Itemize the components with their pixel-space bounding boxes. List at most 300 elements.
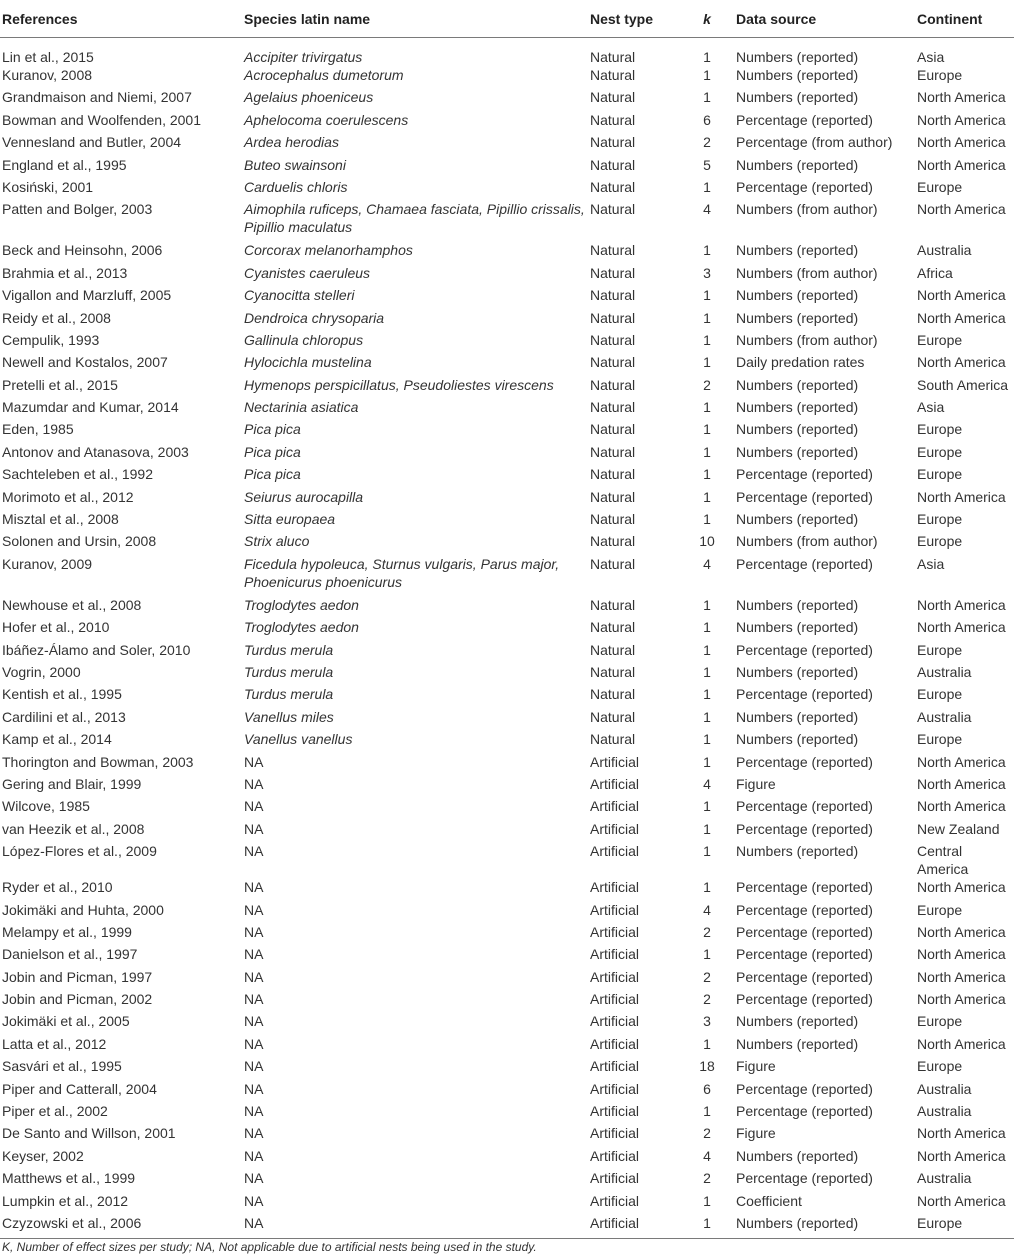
k-cell: 4 [703, 901, 711, 918]
nest-type-cell: Artificial [590, 1013, 640, 1030]
continent-cell: North America [917, 111, 1006, 128]
nest-type-cell: Natural [590, 596, 636, 613]
reference-cell: Sachteleben et al., 1992 [2, 466, 154, 483]
nest-type-cell: Artificial [590, 1080, 640, 1097]
nest-type-cell: Natural [590, 89, 636, 106]
references-table [0, 4, 1014, 1239]
data-source-cell: Percentage (reported) [736, 1170, 873, 1187]
nest-type-cell: Artificial [590, 1192, 640, 1209]
data-source-cell: Percentage (reported) [736, 555, 873, 572]
species-cell: Aimophila ruficeps, Chamaea fasciata, Pipillio crissalis, Pipillio maculatus [244, 201, 585, 236]
species-cell: Pica pica [244, 421, 301, 438]
continent-cell: Europe [917, 443, 963, 460]
table-row [0, 555, 1014, 596]
table-row [0, 532, 1014, 554]
species-cell: Vanellus vanellus [244, 731, 353, 748]
continent-cell: North America [917, 753, 1006, 770]
nest-type-cell: Natural [590, 421, 636, 438]
k-cell: 2 [703, 1125, 711, 1142]
k-cell: 1 [703, 178, 711, 195]
k-cell: 1 [703, 488, 711, 505]
nest-type-cell: Natural [590, 134, 636, 151]
table-row [0, 488, 1014, 510]
k-cell: 6 [703, 111, 711, 128]
table-row [0, 1035, 1014, 1057]
continent-cell: Europe [917, 533, 963, 550]
species-cell: NA [244, 753, 264, 770]
k-cell: 1 [703, 946, 711, 963]
table-row [0, 38, 1014, 67]
nest-type-cell: Artificial [590, 991, 640, 1008]
continent-cell: Africa [917, 264, 953, 281]
k-cell: 1 [703, 843, 711, 860]
continent-cell: Asia [917, 49, 945, 65]
reference-cell: Wilcove, 1985 [2, 798, 90, 815]
continent-cell: Australia [917, 1080, 972, 1097]
reference-cell: Antonov and Atanasova, 2003 [2, 443, 189, 460]
species-cell: NA [244, 991, 264, 1008]
k-cell: 1 [703, 443, 711, 460]
data-source-cell: Numbers (reported) [736, 49, 859, 65]
table-row [0, 376, 1014, 398]
header-continent: Continent [917, 4, 1014, 38]
reference-cell: Melampy et al., 1999 [2, 923, 132, 940]
species-cell: Cyanocitta stelleri [244, 287, 355, 304]
header-species: Species latin name [244, 4, 590, 38]
species-cell: NA [244, 820, 264, 837]
continent-cell: Europe [917, 1058, 963, 1075]
table-row [0, 1102, 1014, 1124]
table-row [0, 178, 1014, 200]
data-source-cell: Numbers (reported) [736, 89, 859, 106]
k-cell: 2 [703, 1170, 711, 1187]
data-source-cell: Numbers (reported) [736, 708, 859, 725]
k-cell: 1 [703, 242, 711, 259]
species-cell: Strix aluco [244, 533, 310, 550]
nest-type-cell: Artificial [590, 968, 640, 985]
species-cell: Carduelis chloris [244, 178, 348, 195]
reference-cell: Gering and Blair, 1999 [2, 775, 142, 792]
species-cell: Sitta europaea [244, 511, 336, 528]
nest-type-cell: Natural [590, 49, 636, 65]
nest-type-cell: Artificial [590, 820, 640, 837]
reference-cell: Latta et al., 2012 [2, 1035, 107, 1052]
k-cell: 18 [699, 1058, 715, 1075]
continent-cell: North America [917, 946, 1006, 963]
table-row [0, 685, 1014, 707]
data-source-cell: Numbers (from author) [736, 331, 878, 348]
table-row [0, 1124, 1014, 1146]
continent-cell: North America [917, 1035, 1006, 1052]
nest-type-cell: Natural [590, 686, 636, 703]
table-row [0, 923, 1014, 945]
reference-cell: Cempulik, 1993 [2, 331, 100, 348]
data-source-cell: Numbers (from author) [736, 533, 878, 550]
k-cell: 2 [703, 991, 711, 1008]
continent-cell: Australia [917, 1103, 972, 1120]
species-cell: Gallinula chloropus [244, 331, 364, 348]
continent-cell: North America [917, 798, 1006, 815]
reference-cell: Lin et al., 2015 [2, 49, 94, 65]
table-row [0, 133, 1014, 155]
header-nest-type: Nest type [590, 4, 678, 38]
data-source-cell: Numbers (reported) [736, 287, 859, 304]
k-cell: 1 [703, 466, 711, 483]
reference-cell: Vennesland and Butler, 2004 [2, 134, 182, 151]
nest-type-cell: Natural [590, 641, 636, 658]
reference-cell: Hofer et al., 2010 [2, 619, 110, 636]
table-row [0, 443, 1014, 465]
k-cell: 1 [703, 309, 711, 326]
data-source-cell: Figure [736, 775, 776, 792]
data-source-cell: Numbers (reported) [736, 1214, 859, 1231]
species-cell: NA [244, 1103, 264, 1120]
table-row [0, 820, 1014, 842]
nest-type-cell: Natural [590, 708, 636, 725]
k-cell: 3 [703, 1013, 711, 1030]
continent-cell: New Zealand [917, 820, 1000, 837]
data-source-cell: Numbers (reported) [736, 309, 859, 326]
data-source-cell: Numbers (from author) [736, 201, 878, 218]
continent-cell: North America [917, 488, 1006, 505]
table-row [0, 1057, 1014, 1079]
continent-cell: North America [917, 309, 1006, 326]
nest-type-cell: Artificial [590, 1147, 640, 1164]
data-source-cell: Numbers (reported) [736, 1013, 859, 1030]
nest-type-cell: Artificial [590, 923, 640, 940]
table-row [0, 596, 1014, 618]
reference-cell: Brahmia et al., 2013 [2, 264, 128, 281]
data-source-cell: Numbers (reported) [736, 663, 859, 680]
nest-type-cell: Natural [590, 331, 636, 348]
table-row [0, 420, 1014, 442]
table-row [0, 901, 1014, 923]
reference-cell: Kentish et al., 1995 [2, 686, 122, 703]
table-row [0, 663, 1014, 685]
table-row [0, 878, 1014, 900]
continent-cell: Europe [917, 178, 963, 195]
data-source-cell: Numbers (reported) [736, 511, 859, 528]
continent-cell: Australia [917, 1170, 972, 1187]
data-source-cell: Numbers (reported) [736, 619, 859, 636]
reference-cell: Bowman and Woolfenden, 2001 [2, 111, 201, 128]
k-cell: 1 [703, 1214, 711, 1231]
species-cell: NA [244, 968, 264, 985]
table-row [0, 618, 1014, 640]
continent-cell: North America [917, 1125, 1006, 1142]
k-cell: 5 [703, 156, 711, 173]
reference-cell: Pretelli et al., 2015 [2, 376, 118, 393]
k-cell: 1 [703, 511, 711, 528]
table-footnote: K, Number of effect sizes per study; NA, Not applicable due to artificial nests being used in the study. [2, 1240, 537, 1254]
continent-cell: Central America [917, 843, 969, 878]
nest-type-cell: Natural [590, 619, 636, 636]
table-row [0, 641, 1014, 663]
nest-type-cell: Natural [590, 111, 636, 128]
k-cell: 1 [703, 663, 711, 680]
table-row [0, 156, 1014, 178]
k-cell: 1 [703, 287, 711, 304]
continent-cell: Australia [917, 663, 972, 680]
table-row [0, 797, 1014, 819]
table-row [0, 241, 1014, 263]
species-cell: Seiurus aurocapilla [244, 488, 364, 505]
k-cell: 2 [703, 134, 711, 151]
continent-cell: Europe [917, 466, 963, 483]
data-source-cell: Coefficient [736, 1192, 802, 1209]
continent-cell: Europe [917, 686, 963, 703]
species-cell: Vanellus miles [244, 708, 334, 725]
data-source-cell: Percentage (reported) [736, 968, 873, 985]
reference-cell: van Heezik et al., 2008 [2, 820, 145, 837]
table-row [0, 1147, 1014, 1169]
table-row [0, 990, 1014, 1012]
data-source-cell: Percentage (from author) [736, 134, 893, 151]
species-cell: NA [244, 1125, 264, 1142]
table-row [0, 1080, 1014, 1102]
reference-cell: Sasvári et al., 1995 [2, 1058, 122, 1075]
data-source-cell: Numbers (reported) [736, 67, 859, 83]
species-cell: Ficedula hypoleuca, Sturnus vulgaris, Parus major, Phoenicurus phoenicurus [244, 555, 560, 590]
table-row [0, 730, 1014, 752]
nest-type-cell: Natural [590, 555, 636, 572]
species-cell: NA [244, 1170, 264, 1187]
species-cell: NA [244, 901, 264, 918]
data-source-cell: Percentage (reported) [736, 1103, 873, 1120]
nest-type-cell: Natural [590, 178, 636, 195]
header-row [0, 4, 1014, 38]
data-source-cell: Percentage (reported) [736, 753, 873, 770]
continent-cell: North America [917, 134, 1006, 151]
continent-cell: North America [917, 156, 1006, 173]
data-source-cell: Figure [736, 1058, 776, 1075]
table-row [0, 264, 1014, 286]
data-source-cell: Numbers (reported) [736, 242, 859, 259]
table-body [0, 38, 1014, 1239]
reference-cell: Matthews et al., 1999 [2, 1170, 136, 1187]
data-source-cell: Numbers (from author) [736, 264, 878, 281]
k-cell: 1 [703, 879, 711, 896]
table-row [0, 465, 1014, 487]
continent-cell: Asia [917, 555, 945, 572]
nest-type-cell: Natural [590, 488, 636, 505]
nest-type-cell: Natural [590, 242, 636, 259]
continent-cell: North America [917, 287, 1006, 304]
species-cell: Buteo swainsoni [244, 156, 346, 173]
continent-cell: Europe [917, 511, 963, 528]
nest-type-cell: Artificial [590, 1058, 640, 1075]
k-cell: 1 [703, 641, 711, 658]
species-cell: NA [244, 1035, 264, 1052]
continent-cell: North America [917, 879, 1006, 896]
reference-cell: Misztal et al., 2008 [2, 511, 119, 528]
continent-cell: North America [917, 596, 1006, 613]
reference-cell: Lumpkin et al., 2012 [2, 1192, 129, 1209]
continent-cell: Europe [917, 331, 963, 348]
k-cell: 6 [703, 1080, 711, 1097]
species-cell: NA [244, 1080, 264, 1097]
nest-type-cell: Artificial [590, 843, 640, 860]
k-cell: 1 [703, 354, 711, 371]
continent-cell: Europe [917, 641, 963, 658]
species-cell: Turdus merula [244, 641, 334, 658]
reference-cell: Solonen and Ursin, 2008 [2, 533, 157, 550]
reference-cell: Thorington and Bowman, 2003 [2, 753, 194, 770]
nest-type-cell: Artificial [590, 1214, 640, 1231]
nest-type-cell: Natural [590, 511, 636, 528]
reference-cell: Eden, 1985 [2, 421, 74, 438]
k-cell: 1 [703, 1035, 711, 1052]
continent-cell: North America [917, 1147, 1006, 1164]
k-cell: 1 [703, 731, 711, 748]
species-cell: Cyanistes caeruleus [244, 264, 371, 281]
k-cell: 1 [703, 619, 711, 636]
table-row [0, 398, 1014, 420]
reference-cell: Piper and Catterall, 2004 [2, 1080, 157, 1097]
continent-cell: North America [917, 923, 1006, 940]
continent-cell: Europe [917, 67, 963, 83]
species-cell: NA [244, 946, 264, 963]
species-cell: Troglodytes aedon [244, 619, 359, 636]
k-cell: 2 [703, 968, 711, 985]
reference-cell: Jokimäki et al., 2005 [2, 1013, 130, 1030]
species-cell: NA [244, 798, 264, 815]
data-source-cell: Percentage (reported) [736, 798, 873, 815]
nest-type-cell: Natural [590, 399, 636, 416]
table-row [0, 753, 1014, 775]
species-cell: NA [244, 1147, 264, 1164]
reference-cell: Kosiński, 2001 [2, 178, 94, 195]
k-cell: 10 [699, 533, 715, 550]
table-row [0, 1012, 1014, 1034]
table-row [0, 353, 1014, 375]
continent-cell: Europe [917, 1013, 963, 1030]
continent-cell: Europe [917, 1214, 963, 1231]
k-cell: 1 [703, 798, 711, 815]
data-source-cell: Percentage (reported) [736, 923, 873, 940]
table-row [0, 708, 1014, 730]
data-source-cell: Percentage (reported) [736, 111, 873, 128]
k-cell: 1 [703, 1192, 711, 1209]
reference-cell: Kuranov, 2008 [2, 67, 93, 83]
species-cell: Corcorax melanorhamphos [244, 242, 413, 259]
reference-cell: Grandmaison and Niemi, 2007 [2, 89, 192, 106]
nest-type-cell: Natural [590, 663, 636, 680]
data-source-cell: Figure [736, 1125, 776, 1142]
nest-type-cell: Artificial [590, 1125, 640, 1142]
data-source-cell: Numbers (reported) [736, 156, 859, 173]
data-source-cell: Numbers (reported) [736, 376, 859, 393]
reference-cell: De Santo and Willson, 2001 [2, 1125, 176, 1142]
k-cell: 1 [703, 820, 711, 837]
table-row [0, 200, 1014, 241]
nest-type-cell: Artificial [590, 1170, 640, 1187]
reference-cell: Jobin and Picman, 1997 [2, 968, 153, 985]
species-cell: Nectarinia asiatica [244, 399, 359, 416]
continent-cell: North America [917, 991, 1006, 1008]
reference-cell: Kuranov, 2009 [2, 555, 93, 572]
nest-type-cell: Natural [590, 533, 636, 550]
data-source-cell: Percentage (reported) [736, 946, 873, 963]
reference-cell: López-Flores et al., 2009 [2, 843, 157, 860]
continent-cell: Europe [917, 731, 963, 748]
nest-type-cell: Natural [590, 443, 636, 460]
reference-cell: Cardilini et al., 2013 [2, 708, 126, 725]
species-cell: Pica pica [244, 443, 301, 460]
species-cell: NA [244, 1013, 264, 1030]
header-data-source: Data source [736, 4, 917, 38]
species-cell: Acrocephalus dumetorum [244, 67, 404, 83]
k-cell: 4 [703, 1147, 711, 1164]
k-cell: 1 [703, 753, 711, 770]
reference-cell: Piper et al., 2002 [2, 1103, 108, 1120]
species-cell: Pica pica [244, 466, 301, 483]
k-cell: 1 [703, 596, 711, 613]
species-cell: Aphelocoma coerulescens [244, 111, 409, 128]
k-cell: 1 [703, 67, 711, 83]
table-row [0, 1214, 1014, 1239]
reference-cell: Keyser, 2002 [2, 1147, 84, 1164]
table-row [0, 66, 1014, 88]
data-source-cell: Numbers (reported) [736, 421, 859, 438]
data-source-cell: Percentage (reported) [736, 901, 873, 918]
species-cell: Turdus merula [244, 663, 334, 680]
nest-type-cell: Natural [590, 376, 636, 393]
continent-cell: Europe [917, 901, 963, 918]
k-cell: 4 [703, 201, 711, 218]
k-cell: 2 [703, 923, 711, 940]
reference-cell: Newell and Kostalos, 2007 [2, 354, 168, 371]
reference-cell: Danielson et al., 1997 [2, 946, 138, 963]
header-k: k [678, 4, 736, 38]
nest-type-cell: Natural [590, 309, 636, 326]
reference-cell: Jobin and Picman, 2002 [2, 991, 153, 1008]
nest-type-cell: Natural [590, 264, 636, 281]
continent-cell: Europe [917, 421, 963, 438]
k-cell: 4 [703, 555, 711, 572]
reference-cell: Newhouse et al., 2008 [2, 596, 142, 613]
reference-cell: Vigallon and Marzluff, 2005 [2, 287, 172, 304]
species-cell: Troglodytes aedon [244, 596, 359, 613]
continent-cell: Australia [917, 708, 972, 725]
nest-type-cell: Natural [590, 354, 636, 371]
k-cell: 1 [703, 331, 711, 348]
species-cell: Dendroica chrysoparia [244, 309, 385, 326]
species-cell: NA [244, 879, 264, 896]
reference-cell: Kamp et al., 2014 [2, 731, 112, 748]
table-row [0, 309, 1014, 331]
data-source-cell: Numbers (reported) [736, 731, 859, 748]
continent-cell: North America [917, 354, 1006, 371]
reference-cell: Czyzowski et al., 2006 [2, 1214, 142, 1231]
species-cell: Hymenops perspicillatus, Pseudoliestes virescens [244, 376, 554, 393]
species-cell: Accipiter trivirgatus [244, 49, 363, 65]
k-cell: 1 [703, 1103, 711, 1120]
nest-type-cell: Artificial [590, 775, 640, 792]
reference-cell: Morimoto et al., 2012 [2, 488, 134, 505]
nest-type-cell: Natural [590, 287, 636, 304]
species-cell: Agelaius phoeniceus [244, 89, 374, 106]
table-row [0, 1169, 1014, 1191]
table-row [0, 331, 1014, 353]
species-cell: NA [244, 1192, 264, 1209]
data-source-cell: Percentage (reported) [736, 1080, 873, 1097]
nest-type-cell: Natural [590, 201, 636, 218]
data-source-cell: Percentage (reported) [736, 991, 873, 1008]
reference-cell: Mazumdar and Kumar, 2014 [2, 399, 179, 416]
k-cell: 4 [703, 775, 711, 792]
table-row [0, 111, 1014, 133]
